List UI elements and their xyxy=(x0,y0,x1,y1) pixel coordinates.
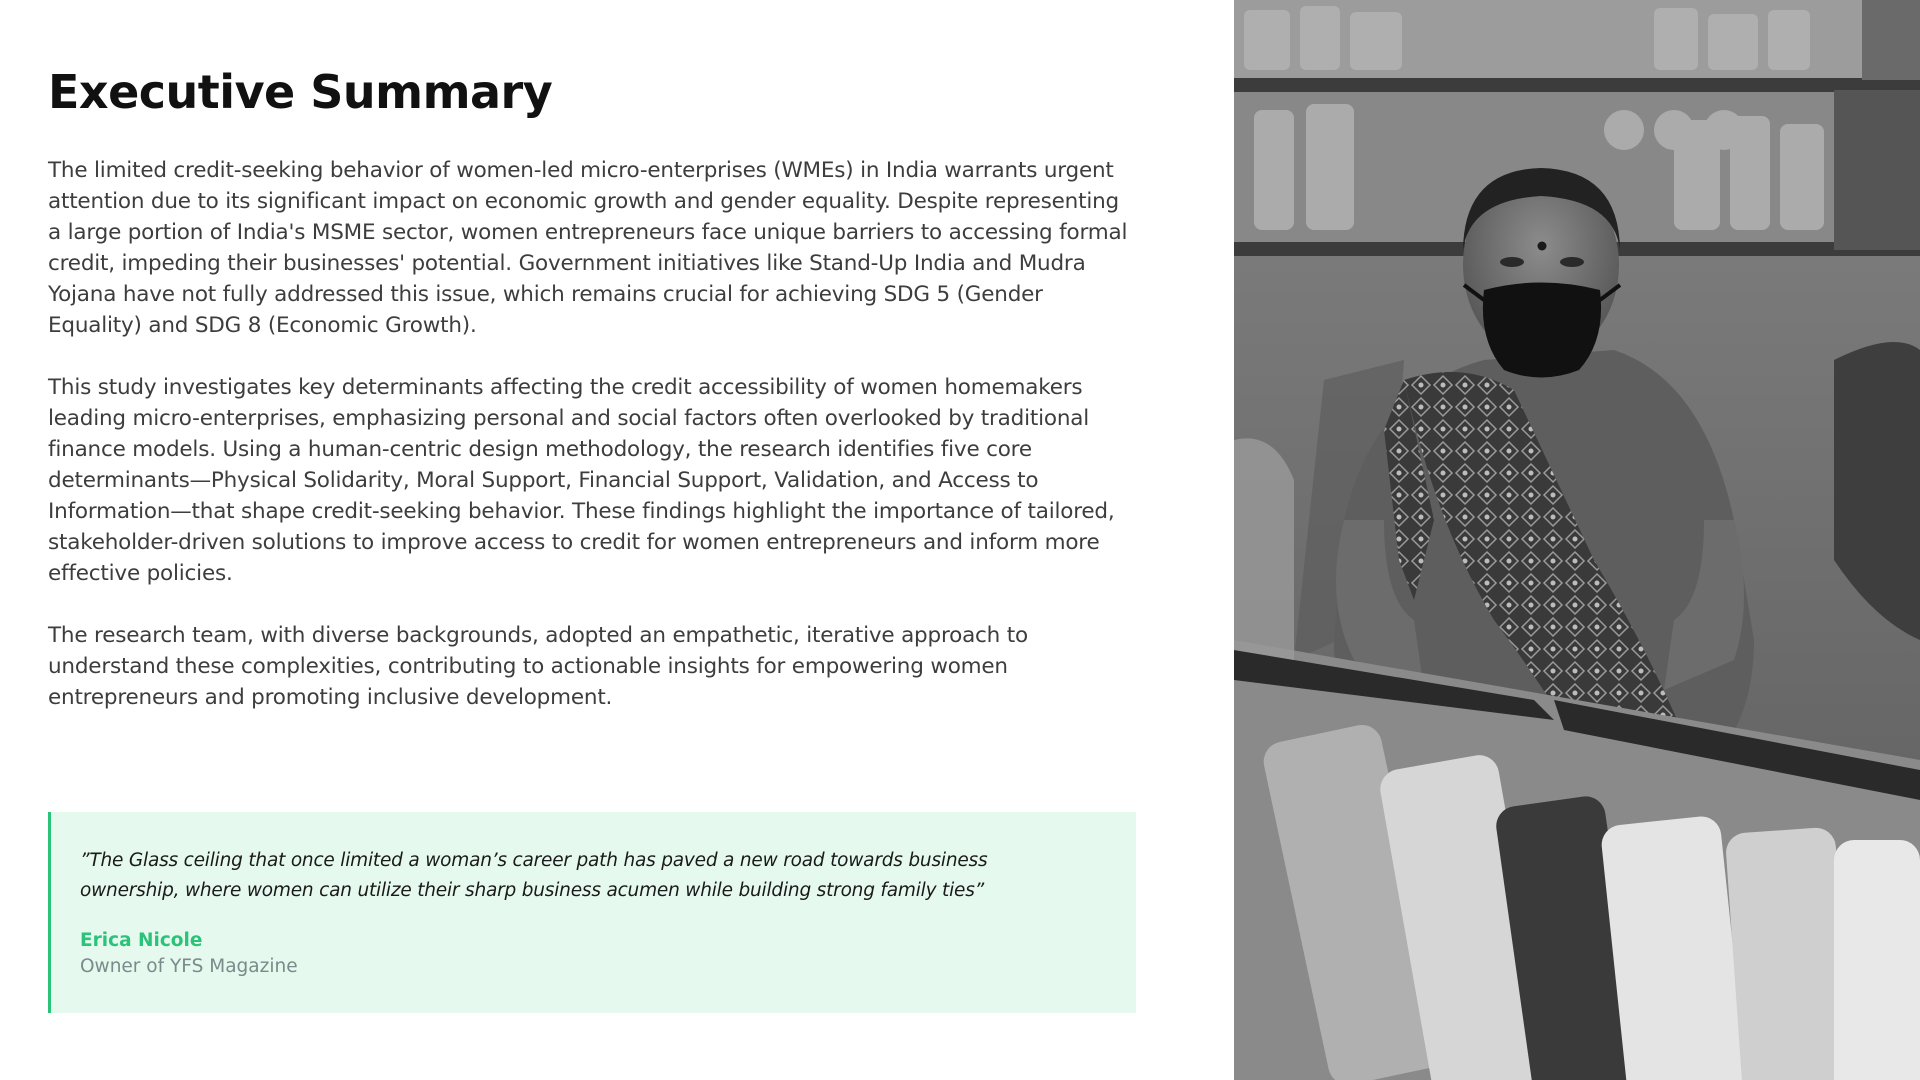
summary-paragraph-2: This study investigates key determinants affecting the credit accessibility of women homemakers leading micro-enterprises, emphasizing personal and social factors often overlooked by traditional finance models. Using a human-centric design methodology, the research identifies five core determinants—Physical Solidarity, Moral Support, Financial Support, Validation, and Access to Information—that shape credit-seeking behavior. These findings highlight the importance of tailored, stakeholder-driven solutions to improve access to credit for women entrepreneurs and inform more effective policies. xyxy=(48,375,1115,586)
quote-callout xyxy=(48,812,1136,1013)
summary-body xyxy=(48,155,1138,744)
photo-illustration xyxy=(1234,0,1920,1080)
hero-photo xyxy=(1234,0,1920,1080)
page-title: Executive Summary xyxy=(48,65,553,119)
side-sacks xyxy=(1234,438,1294,660)
quote-text: ”The Glass ceiling that once limited a woman’s career path has paved a new road towards business ownership, where women can utilize their sharp business acumen while building strong family ties” xyxy=(80,850,988,901)
summary-paragraph-3: The research team, with diverse backgrounds, adopted an empathetic, iterative approach to understand these complexities, contributing to actionable insights for empowering women entrepreneurs and promoting inclusive development. xyxy=(48,623,1028,710)
quote-author: Erica Nicole xyxy=(80,930,203,951)
summary-paragraph-1: The limited credit-seeking behavior of women-led micro-enterprises (WMEs) in India warrants urgent attention due to its significant impact on economic growth and gender equality. Despite representing a large portion of India's MSME sector, women entrepreneurs face unique barriers to accessing formal credit, impeding their businesses' potential. Government initiatives like Stand-Up India and Mudra Yojana have not fully addressed this issue, which remains crucial for achieving SDG 5 (Gender Equality) and SDG 8 (Economic Growth). xyxy=(48,158,1128,338)
quote-author-role: Owner of YFS Magazine xyxy=(80,956,298,977)
